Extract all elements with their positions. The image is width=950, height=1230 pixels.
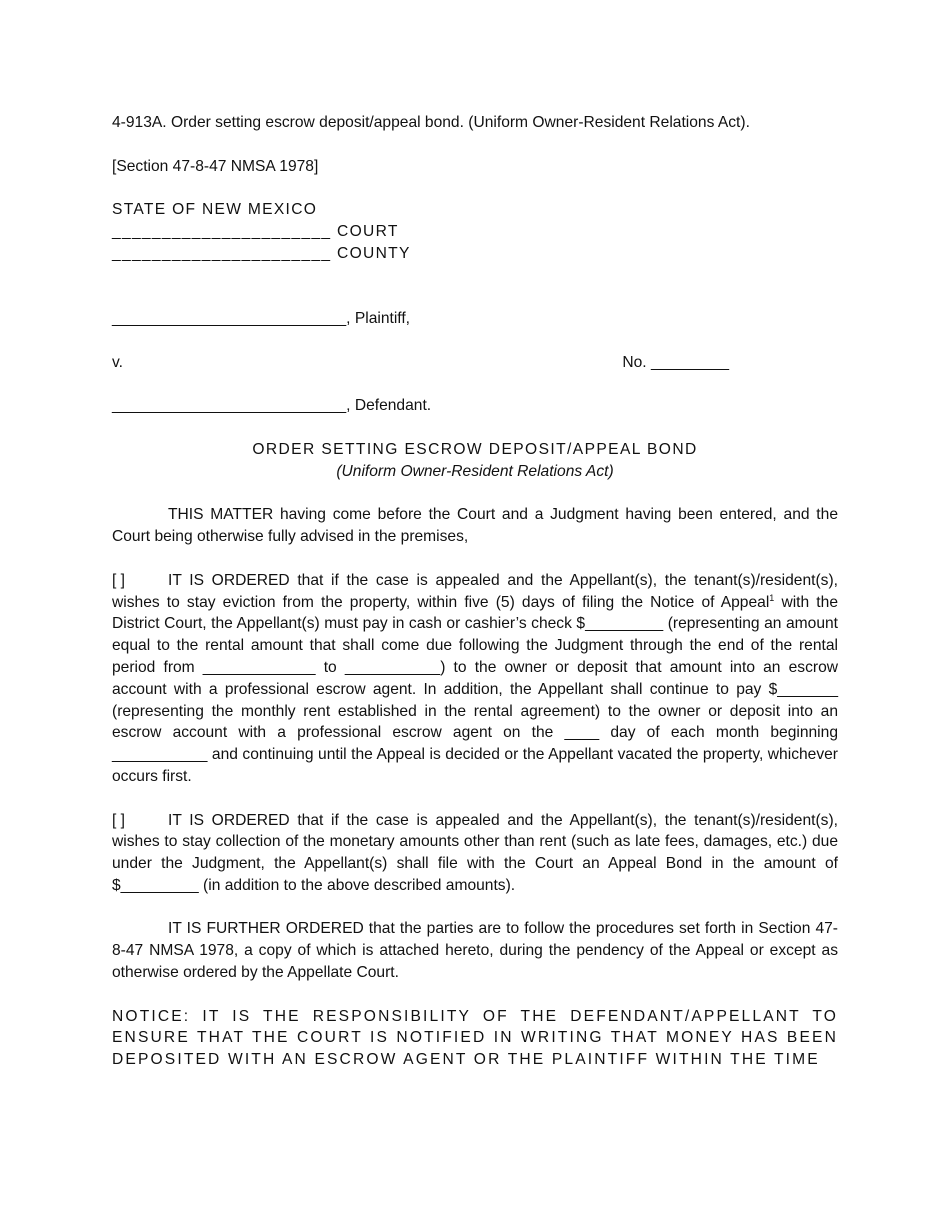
section-reference: [Section 47-8-47 NMSA 1978]: [112, 157, 319, 175]
document-body: [112, 112, 838, 1071]
intro-paragraph: THIS MATTER having come before the Court and a Judgment having been entered, and the Court being otherwise fully advised in the premises,: [112, 506, 838, 546]
checkbox-eviction: [ ]: [112, 571, 125, 589]
order-title-block: [112, 439, 838, 483]
county-blank-line: ______________________ COUNTY: [112, 244, 411, 262]
plaintiff-line: ___________________________, Plaintiff,: [112, 310, 411, 328]
versus-label: v.: [112, 353, 123, 371]
versus-row: [112, 352, 838, 374]
order-subtitle: (Uniform Owner-Resident Relations Act): [336, 462, 614, 480]
court-blank-line: ______________________ COURT: [112, 222, 399, 240]
court-caption: [112, 199, 838, 264]
order-paragraph-bond: [112, 810, 838, 897]
order-eviction-text: IT IS ORDERED that if the case is appealed and the Appellant(s), the tenant(s)/resident(s), wishes to stay eviction from the property, within five (5) days of filing the Notice of Appeal: [112, 571, 838, 611]
further-order-paragraph: IT IS FURTHER ORDERED that the parties are to follow the procedures set forth in Section 47-8-47 NMSA 1978, a copy of which is attached hereto, during the pendency of the Appeal or except as otherwise ordered by the Appellate Court.: [112, 920, 838, 982]
order-eviction-text-cont: with the District Court, the Appellant(s) must pay in cash or cashier’s check $_________ (representing an amount equal to the rental amount that shall come due following the Judgment through the end of the rental period from _____________ to ___________) to the owner or deposit that amount into an escrow account with a professional escrow agent. In addition, the Appellant shall continue to pay $_______ (representing the monthly rent established in the rental agreement) to the owner or deposit into an escrow account with a professional escrow agent on the ____ day of each month beginning ___________ and continuing until the Appeal is decided or the Appellant vacated the property, whichever occurs first.: [112, 593, 838, 785]
notice-paragraph: NOTICE: IT IS THE RESPONSIBILITY OF THE DEFENDANT/APPELLANT TO ENSURE THAT THE COURT IS NOTIFIED IN WRITING THAT MONEY HAS BEEN DEPOSITED WITH AN ESCROW AGENT OR THE PLAINTIFF WITHIN THE TIME: [112, 1007, 838, 1069]
form-heading: 4-913A. Order setting escrow deposit/appeal bond. (Uniform Owner-Resident Relations Act).: [112, 114, 750, 131]
order-paragraph-eviction: [112, 570, 838, 788]
footnote-marker: 1: [769, 592, 775, 603]
state-name: STATE OF NEW MEXICO: [112, 201, 318, 219]
order-title: ORDER SETTING ESCROW DEPOSIT/APPEAL BOND: [252, 440, 698, 458]
checkbox-bond: [ ]: [112, 811, 125, 829]
order-bond-text: IT IS ORDERED that if the case is appealed and the Appellant(s), the tenant(s)/resident(s), wishes to stay collection of the monetary amounts other than rent (such as late fees, damages, etc.) due under the Judgment, the Appellant(s) shall file with the Court an Appeal Bond in the amount of $_________ (in addition to the above described amounts).: [112, 811, 838, 894]
case-number: No. _________: [622, 353, 729, 371]
defendant-line: ___________________________, Defendant.: [112, 397, 432, 415]
